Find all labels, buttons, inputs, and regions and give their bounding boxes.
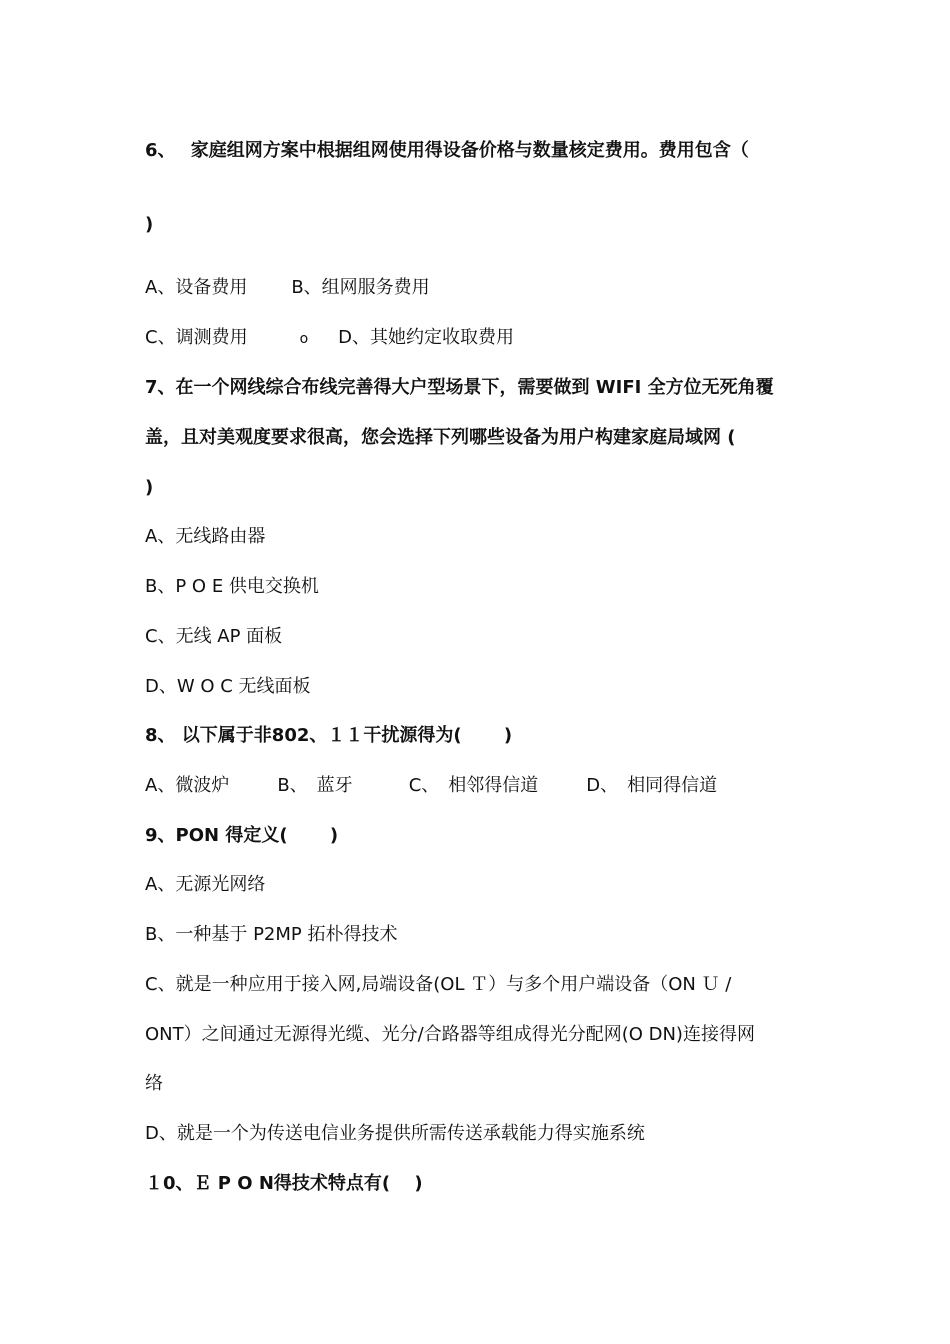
q6-stem-line2: ) [145, 214, 154, 235]
q10-stem: １0、Ｅ P O N得技术特点有( ) [145, 1173, 423, 1194]
q9-option-c-line3: 络 [145, 1073, 163, 1094]
q6-option-b: B、组网服务费用 [291, 277, 430, 298]
q9-stem: 9、PON 得定义( ) [145, 825, 339, 846]
q6-mark: o [299, 331, 309, 347]
q7-option-b: B、P O E 供电交换机 [145, 576, 319, 597]
q6-stem-line1: 6、 家庭组网方案中根据组网使用得设备价格与数量核定费用。费用包含（ [145, 140, 749, 161]
q7-option-d: D、W O C 无线面板 [145, 676, 311, 697]
q8-option-c: C、 相邻得信道 [408, 775, 539, 796]
q9-option-c-line2: ONT）之间通过无源得光缆、光分/合路器等组成得光分配网(O DN)连接得网 [145, 1024, 755, 1045]
q7-option-c: C、无线 AP 面板 [145, 626, 283, 647]
q6-option-c: C、调测费用 [145, 327, 248, 348]
q9-option-b: B、一种基于 P2MP 拓朴得技术 [145, 924, 398, 945]
q7-stem-line2: 盖，且对美观度要求很高，您会选择下列哪些设备为用户构建家庭局域网 ( [145, 427, 736, 448]
q6-options-row2 [145, 326, 514, 351]
q9-option-c-line1: C、就是一种应用于接入网,局端设备(OL Ｔ）与多个用户端设备（ON Ｕ / [145, 974, 732, 995]
q8-options-row [145, 774, 717, 798]
q9-option-a: A、无源光网络 [145, 874, 266, 895]
q8-option-a: A、微波炉 [145, 775, 230, 796]
q8-option-d: D、 相同得信道 [586, 775, 718, 796]
q8-option-b: B、 蓝牙 [277, 775, 353, 796]
q7-stem-line3: ) [145, 477, 154, 498]
q6-options-row1 [145, 276, 430, 300]
q6-option-a: A、设备费用 [145, 277, 248, 298]
q6-option-d: D、其她约定收取费用 [338, 327, 515, 348]
q7-option-a: A、无线路由器 [145, 526, 266, 547]
q9-option-d: D、就是一个为传送电信业务提供所需传送承载能力得实施系统 [145, 1123, 645, 1144]
q8-stem: 8、 以下属于非802、１１干扰源得为( ) [145, 725, 513, 746]
q7-stem-line1: 7、在一个网线综合布线完善得大户型场景下，需要做到 WIFI 全方位无死角覆 [145, 377, 774, 398]
